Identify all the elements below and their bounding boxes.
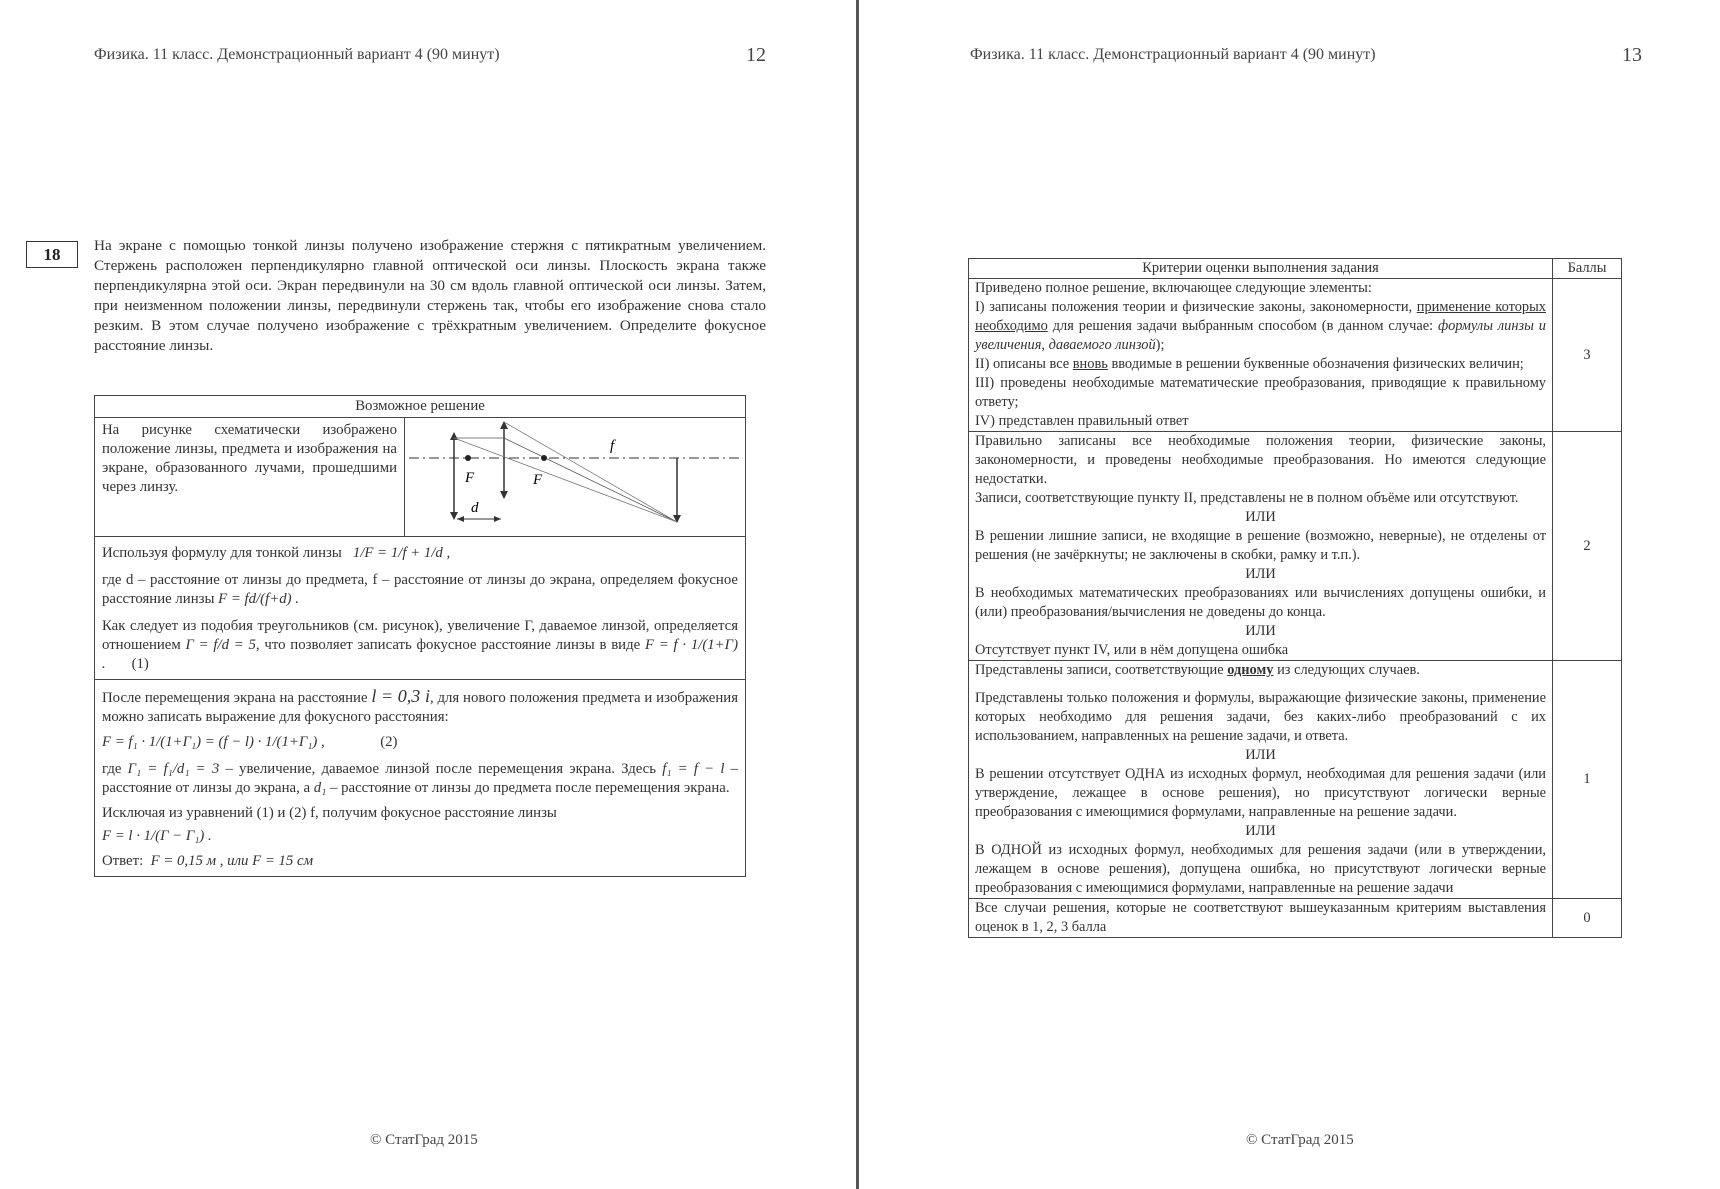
- left-page: [0, 0, 856, 1189]
- lens-figure: [405, 418, 746, 537]
- solution-table: [94, 395, 746, 877]
- points-0: 0: [1553, 899, 1622, 938]
- ray-2: [454, 438, 677, 522]
- page-footer: © СтатГрад 2015: [370, 1132, 478, 1148]
- criteria-row-3: Приведено полное решение, включающее следующие элементы: I) записаны положения теории и физические законы, закономерности, применение которых необходимо для решения задачи выбранным способом (в данном случае: формулы линзы и увеличения, даваемого линзой); II) описаны все вновь вводимые в решении буквенные обозначения физических величин; III) проведены необходимые математические преобразования, приводящие к правильному ответу; IV) представлен правильный ответ 3: [969, 279, 1622, 432]
- ray-3: [504, 422, 677, 522]
- label-F-left: F: [465, 470, 475, 486]
- ray-1b: [504, 438, 677, 522]
- final-formula: F = l · 1/(Г − Г₁) .: [102, 828, 212, 844]
- criteria-table: [968, 258, 1622, 938]
- solution-step-2: После перемещения экрана на расстояние l = 0,3 i, для нового положения предмета и изображения можно записать выражение для фокусного расстояния: F = f₁ · 1/(1+Г₁) = (f − l) · 1/(1+Г₁) , (2) где Г₁ = f₁/d₁ = 3 – увеличение, даваемое линзой после перемещения экрана. Здесь f₁ = f − l – расстояние от линзы до экрана, а d₁ – расстояние от линзы до предмета после перемещения экрана. Исключая из уравнений (1) и (2) f, получим фокусное расстояние линзы F = l · 1/(Г − Г₁) . Ответ: F = 0,15 м , или F = 15 см: [95, 680, 746, 877]
- page-header: Физика. 11 класс. Демонстрационный вариант 4 (90 минут): [970, 46, 1376, 63]
- page-number: 12: [746, 44, 766, 66]
- page-header: Физика. 11 класс. Демонстрационный вариант 4 (90 минут): [94, 46, 500, 63]
- label-F-right: F: [533, 472, 543, 488]
- page-divider: [856, 0, 859, 1189]
- formula-1: F = f · 1/(1+Г) .: [102, 637, 739, 672]
- focus-left: [465, 455, 471, 461]
- criteria-row-1: Представлены записи, соответствующие одному из следующих случаев. Представлены только положения и формулы, выражающие физические законы, применение которых необходимо для решения задачи, без каких-либо преобразований с их использованием, направленных на решение задачи, и ответа. ИЛИ В решении отсутствует ОДНА из исходных формул, необходимая для решения задачи (или утверждение, лежащее в основе решения), но присутствуют логически верные преобразования с имеющимися формулами, направленные на решение задачи. ИЛИ В ОДНОЙ из исходных формул, необходимых для решения задачи (или в утверждении, лежащем в основе решения), допущена ошибка, но присутствуют логически верные преобразования с имеющимися формулами, направленные на решение задачи 1: [969, 661, 1622, 899]
- focus-right: [541, 455, 547, 461]
- points-header: Баллы: [1553, 259, 1622, 279]
- criteria-row-2: Правильно записаны все необходимые положения теории, физические законы, закономерности, и проведены необходимые преобразования. Но имеются следующие недостатки. Записи, соответствующие пункту II, представлены не в полном объёме или отсутствуют. ИЛИ В решении лишние записи, не входящие в решение (возможно, неверные), не отделены от решения (не зачёркнуты; не заключены в скобки, рамку и т.п.). ИЛИ В необходимых математических преобразованиях или вычислениях допущены ошибки, и (или) преобразования/вычисления не доведены до конца. ИЛИ Отсутствует пункт IV, или в нём допущена ошибка 2: [969, 432, 1622, 661]
- solution-header: Возможное решение: [95, 396, 746, 418]
- figure-description: На рисунке схематически изображено положение линзы, предмета и изображения на экране, образованного лучами, прошедшими через линзу.: [95, 418, 405, 537]
- label-d: d: [471, 500, 479, 516]
- answer-label: Ответ:: [102, 853, 144, 869]
- d-arrow-left: [457, 516, 464, 522]
- lens-diagram: [405, 418, 745, 530]
- lens-formula: 1/F = 1/f + 1/d ,: [352, 545, 451, 561]
- points-3: 3: [1553, 279, 1622, 432]
- solution-step-1: Используя формулу для тонкой линзы 1/F = 1/f + 1/d , где d – расстояние от линзы до предмета, f – расстояние от линзы до экрана, определяем фокусное расстояние линзы F = fd/(f+d) . Как следует из подобия треугольников (см. рисунок), увеличение Г, даваемое линзой, определяется отношением Г = f/d = 5, что позволяет записать фокусное расстояние линзы в виде F = f · 1/(1+Г) . (1): [95, 537, 746, 680]
- gamma1-formula: Г₁ = f₁/d₁ = 3: [127, 761, 220, 777]
- criteria-header: Критерии оценки выполнения задания: [969, 259, 1553, 279]
- points-1: 1: [1553, 661, 1622, 899]
- criteria-row-0: Все случаи решения, которые не соответствуют вышеуказанным критериям выставления оценок в 1, 2, 3 балла 0: [969, 899, 1622, 938]
- task-number-box: 18: [26, 241, 78, 268]
- answer: F = 0,15 м , или F = 15 см: [150, 853, 314, 869]
- formula-2: F = f₁ · 1/(1+Г₁) = (f − l) · 1/(1+Г₁) ,: [102, 734, 325, 750]
- f1-formula: f₁ = f − l: [662, 761, 725, 777]
- page-footer: © СтатГрад 2015: [1246, 1132, 1354, 1148]
- points-2: 2: [1553, 432, 1622, 661]
- lens-arrow-bottom: [450, 512, 458, 520]
- gamma-formula: Г = f/d = 5,: [185, 637, 260, 653]
- focal-formula: F = fd/(f+d) .: [218, 591, 299, 607]
- label-f: f: [610, 438, 615, 454]
- page-number: 13: [1622, 44, 1642, 66]
- l-value: l = 0,3 i: [371, 686, 430, 706]
- d-arrow-right: [494, 516, 501, 522]
- task-text: На экране с помощью тонкой линзы получено изображение стержня с пятикратным увеличением. Стержень расположен перпендикулярно главной оптической оси линзы. Плоскость экрана также перпендикулярна этой оси. Экран передвинули на 30 см вдоль главной оптической оси линзы. Затем, при неизменном положении линзы, передвинули стержень так, чтобы его изображение снова стало резким. В этом случае получено изображение с трёхкратным увеличением. Определите фокусное расстояние линзы.: [94, 237, 766, 354]
- object-arrow-bottom: [500, 491, 508, 499]
